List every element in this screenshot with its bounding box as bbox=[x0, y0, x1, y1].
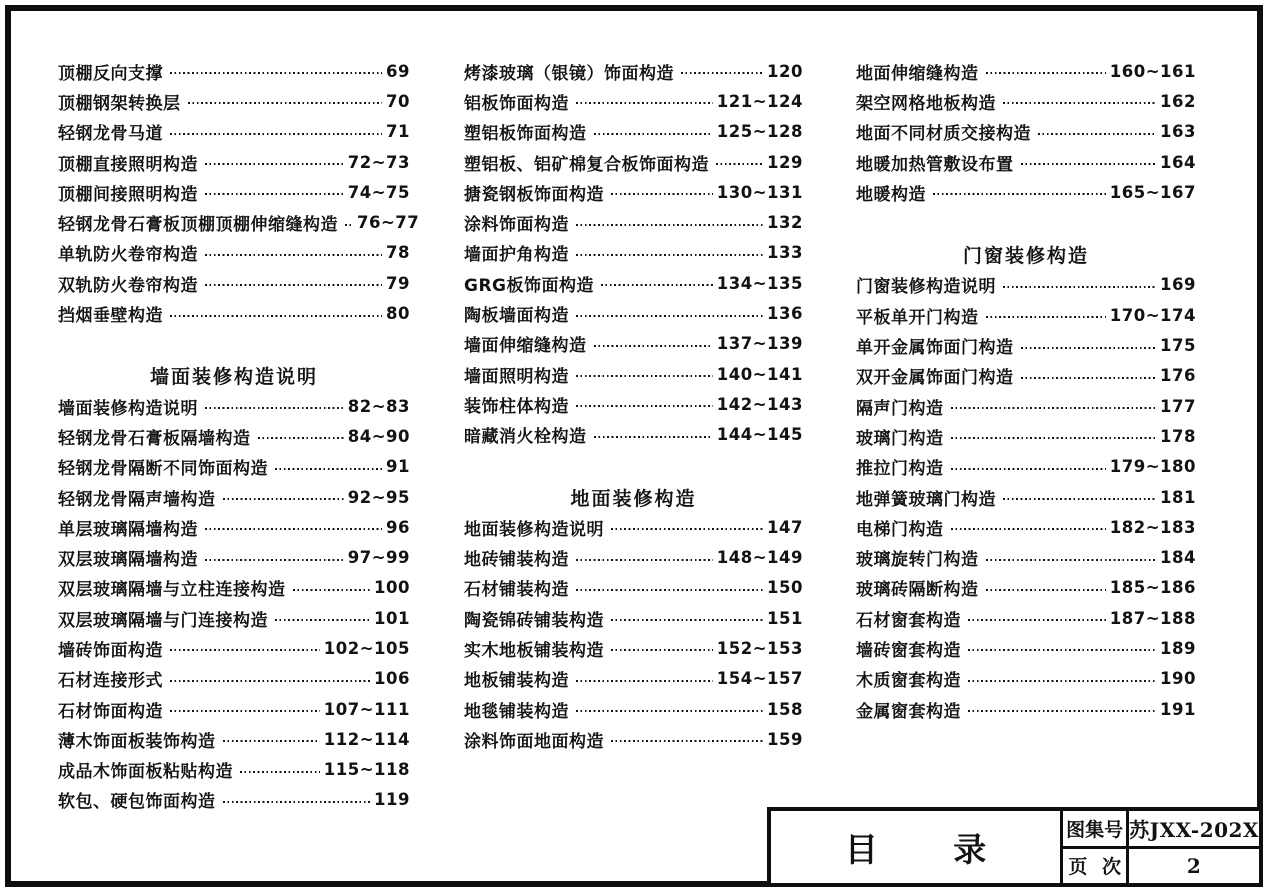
toc-entry-pages: 134~135 bbox=[716, 273, 803, 293]
toc-entry-pages: 96 bbox=[386, 517, 410, 537]
dotted-leader bbox=[205, 163, 344, 165]
toc-entry-pages: 107~111 bbox=[323, 699, 410, 719]
toc-entry-pages: 79 bbox=[386, 273, 410, 293]
dotted-leader bbox=[240, 771, 320, 773]
toc-entry-title: 墙面照明构造 bbox=[464, 366, 569, 387]
dotted-leader bbox=[205, 193, 344, 195]
toc-entry bbox=[856, 452, 1196, 482]
atlas-number-label: 图集号 bbox=[1063, 811, 1129, 846]
toc-entry-pages: 182~183 bbox=[1109, 517, 1196, 537]
toc-entry-title: 实木地板铺装构造 bbox=[464, 640, 604, 661]
toc-entry bbox=[464, 207, 803, 237]
toc-column bbox=[464, 56, 803, 755]
toc-entry bbox=[856, 421, 1196, 451]
toc-entry-pages: 100 bbox=[374, 578, 410, 598]
toc-entry-title: 地板铺装构造 bbox=[464, 671, 569, 692]
toc-entry-title: 搪瓷钢板饰面构造 bbox=[464, 184, 604, 205]
dotted-leader bbox=[951, 407, 1157, 409]
toc-entry-title: 软包、硬包饰面构造 bbox=[58, 792, 216, 813]
toc-section bbox=[856, 56, 1196, 207]
dotted-leader bbox=[611, 619, 763, 621]
dotted-leader bbox=[576, 405, 713, 407]
dotted-leader bbox=[223, 498, 344, 500]
toc-entry-pages: 154~157 bbox=[716, 669, 803, 689]
toc-entry-pages: 120 bbox=[767, 61, 803, 81]
toc-entry bbox=[464, 633, 803, 663]
toc-entry-pages: 170~174 bbox=[1109, 305, 1196, 325]
toc-entry-title: 地暖加热管敷设布置 bbox=[856, 154, 1014, 175]
toc-entry-title: 电梯门构造 bbox=[856, 519, 944, 540]
dotted-leader bbox=[951, 468, 1106, 470]
toc-entry-title: 石材窗套构造 bbox=[856, 610, 961, 631]
dotted-leader bbox=[258, 437, 344, 439]
toc-section bbox=[464, 482, 803, 755]
sheet-title: 目 录 bbox=[844, 829, 987, 869]
page-number-value: 2 bbox=[1186, 853, 1202, 878]
toc-entry bbox=[58, 391, 410, 421]
dotted-leader bbox=[576, 710, 763, 712]
dotted-leader bbox=[1021, 347, 1157, 349]
dotted-leader bbox=[611, 649, 713, 651]
toc-entry bbox=[464, 86, 803, 116]
toc-entry bbox=[856, 603, 1196, 633]
toc-entry-pages: 144~145 bbox=[716, 425, 803, 445]
toc-entry bbox=[58, 785, 410, 815]
toc-entry-pages: 125~128 bbox=[716, 122, 803, 142]
toc-entry bbox=[856, 300, 1196, 330]
toc-entry bbox=[58, 452, 410, 482]
toc-entry-title: 双层玻璃隔墙构造 bbox=[58, 550, 198, 571]
toc-entry-pages: 169 bbox=[1160, 275, 1196, 295]
toc-entry bbox=[464, 56, 803, 86]
toc-entry bbox=[58, 542, 410, 572]
toc-entry-title: 石材铺装构造 bbox=[464, 580, 569, 601]
toc-entry-title: 单开金属饰面门构造 bbox=[856, 338, 1014, 359]
toc-entry bbox=[58, 117, 410, 147]
toc-entry-title: 石材连接形式 bbox=[58, 671, 163, 692]
toc-entry-title: 烤漆玻璃（银镜）饰面构造 bbox=[464, 63, 674, 84]
toc-entry bbox=[58, 207, 420, 237]
toc-entry bbox=[58, 724, 410, 754]
dotted-leader bbox=[594, 436, 713, 438]
toc-entry-title: 成品木饰面板粘贴构造 bbox=[58, 762, 233, 783]
toc-column bbox=[58, 56, 420, 815]
toc-entry bbox=[58, 603, 410, 633]
toc-entry bbox=[464, 298, 803, 328]
toc-entry bbox=[58, 664, 410, 694]
toc-entry bbox=[464, 238, 803, 268]
toc-entry-pages: 151 bbox=[767, 608, 803, 628]
atlas-number-value: 苏JXX-202X bbox=[1129, 817, 1259, 842]
toc-entry bbox=[856, 482, 1196, 512]
toc-entry-pages: 102~105 bbox=[323, 638, 410, 658]
toc-section bbox=[464, 56, 803, 450]
toc-entry bbox=[856, 633, 1196, 663]
toc-entry-title: 挡烟垂壁构造 bbox=[58, 306, 163, 327]
section-heading: 地面装修构造 bbox=[570, 487, 697, 510]
dotted-leader bbox=[681, 72, 763, 74]
toc-entry-title: 涂料饰面地面构造 bbox=[464, 731, 604, 752]
dotted-leader bbox=[576, 559, 713, 561]
dotted-leader bbox=[576, 315, 763, 317]
toc-entry-title: 地毯铺装构造 bbox=[464, 701, 569, 722]
toc-entry bbox=[464, 147, 803, 177]
toc-entry-pages: 133 bbox=[767, 243, 803, 263]
dotted-leader bbox=[576, 589, 763, 591]
dotted-leader bbox=[205, 559, 344, 561]
dotted-leader bbox=[576, 375, 713, 377]
toc-entry-title: 轻钢龙骨马道 bbox=[58, 124, 163, 145]
toc-entry-pages: 80 bbox=[386, 304, 410, 324]
toc-entry-pages: 70 bbox=[386, 91, 410, 111]
toc-entry-pages: 147 bbox=[767, 517, 803, 537]
toc-entry-pages: 185~186 bbox=[1109, 578, 1196, 598]
toc-entry-title: 平板单开门构造 bbox=[856, 307, 979, 328]
toc-entry-pages: 76~77 bbox=[357, 213, 420, 233]
dotted-leader bbox=[188, 102, 383, 104]
dotted-leader bbox=[205, 407, 344, 409]
toc-entry bbox=[464, 389, 803, 419]
toc-entry-title: 单层玻璃隔墙构造 bbox=[58, 519, 198, 540]
toc-entry-pages: 148~149 bbox=[716, 548, 803, 568]
toc-entry-title: 陶板墙面构造 bbox=[464, 306, 569, 327]
toc-entry-pages: 74~75 bbox=[347, 182, 410, 202]
toc-entry bbox=[464, 420, 803, 450]
toc-entry-title: 玻璃旋转门构造 bbox=[856, 550, 979, 571]
toc-entry-pages: 177 bbox=[1160, 396, 1196, 416]
toc-entry-title: 墙面护角构造 bbox=[464, 245, 569, 266]
toc-entry-title: 塑铝板饰面构造 bbox=[464, 124, 587, 145]
toc-entry bbox=[58, 694, 410, 724]
dotted-leader bbox=[223, 740, 320, 742]
dotted-leader bbox=[576, 224, 763, 226]
toc-entry-title: 薄木饰面板装饰构造 bbox=[58, 731, 216, 752]
toc-entry-title: 顶棚直接照明构造 bbox=[58, 154, 198, 175]
toc-entry-pages: 137~139 bbox=[716, 334, 803, 354]
toc-entry bbox=[856, 147, 1196, 177]
toc-entry-title: 墙面伸缩缝构造 bbox=[464, 336, 587, 357]
dotted-leader bbox=[1021, 377, 1157, 379]
toc-entry bbox=[856, 56, 1196, 86]
dotted-leader bbox=[205, 528, 382, 530]
dotted-leader bbox=[986, 559, 1157, 561]
toc-entry bbox=[464, 724, 803, 754]
toc-entry-pages: 112~114 bbox=[323, 729, 410, 749]
toc-entry bbox=[464, 117, 803, 147]
dotted-leader bbox=[968, 680, 1156, 682]
toc-entry-pages: 191 bbox=[1160, 699, 1196, 719]
dotted-leader bbox=[170, 680, 370, 682]
toc-entry bbox=[856, 86, 1196, 116]
toc-entry-title: 地面装修构造说明 bbox=[464, 519, 604, 540]
dotted-leader bbox=[611, 528, 763, 530]
toc-entry-title: 装饰柱体构造 bbox=[464, 396, 569, 417]
toc-entry bbox=[58, 268, 410, 298]
section-heading: 墙面装修构造说明 bbox=[149, 366, 318, 389]
toc-entry bbox=[58, 238, 410, 268]
dotted-leader bbox=[576, 254, 763, 256]
dotted-leader bbox=[611, 740, 763, 742]
toc-entry-pages: 160~161 bbox=[1109, 61, 1196, 81]
toc-entry-title: 轻钢龙骨石膏板顶棚顶棚伸缩缝构造 bbox=[58, 215, 338, 236]
toc-entry bbox=[464, 573, 803, 603]
dotted-leader bbox=[1003, 498, 1156, 500]
toc-section bbox=[58, 56, 420, 329]
dotted-leader bbox=[968, 649, 1156, 651]
toc-entry-pages: 130~131 bbox=[716, 182, 803, 202]
toc-entry bbox=[58, 56, 410, 86]
toc-entry-title: 架空网格地板构造 bbox=[856, 93, 996, 114]
toc-entry-title: 地暖构造 bbox=[856, 184, 926, 205]
toc-entry bbox=[464, 177, 803, 207]
toc-entry-pages: 165~167 bbox=[1109, 182, 1196, 202]
toc-entry-title: 金属窗套构造 bbox=[856, 701, 961, 722]
dotted-leader bbox=[1003, 102, 1156, 104]
dotted-leader bbox=[594, 133, 713, 135]
dotted-leader bbox=[601, 284, 713, 286]
toc-entry-title: 地面伸缩缝构造 bbox=[856, 63, 979, 84]
toc-entry bbox=[58, 512, 410, 542]
dotted-leader bbox=[1038, 133, 1156, 135]
dotted-leader bbox=[594, 345, 713, 347]
toc-entry bbox=[58, 633, 410, 663]
dotted-leader bbox=[611, 193, 713, 195]
dotted-leader bbox=[345, 224, 353, 226]
dotted-leader bbox=[1003, 286, 1156, 288]
toc-entry-title: 顶棚钢架转换层 bbox=[58, 93, 181, 114]
dotted-leader bbox=[986, 72, 1106, 74]
toc-entry bbox=[856, 177, 1196, 207]
title-block-fields bbox=[1060, 811, 1259, 883]
toc-entry-pages: 91 bbox=[386, 457, 410, 477]
toc-entry-pages: 119 bbox=[374, 790, 410, 810]
dotted-leader bbox=[223, 801, 371, 803]
toc-entry-pages: 179~180 bbox=[1109, 457, 1196, 477]
toc-entry bbox=[58, 86, 410, 116]
dotted-leader bbox=[986, 316, 1106, 318]
toc-entry bbox=[58, 482, 410, 512]
toc-entry-pages: 159 bbox=[767, 729, 803, 749]
toc-entry bbox=[464, 329, 803, 359]
toc-entry-pages: 178 bbox=[1160, 426, 1196, 446]
toc-entry-pages: 189 bbox=[1160, 638, 1196, 658]
dotted-leader bbox=[986, 589, 1106, 591]
toc-entry bbox=[464, 512, 803, 542]
title-block bbox=[767, 807, 1263, 887]
page-number-row bbox=[1063, 846, 1259, 884]
toc-entry-title: 单轨防火卷帘构造 bbox=[58, 245, 198, 266]
toc-entry bbox=[464, 542, 803, 572]
dotted-leader bbox=[170, 315, 382, 317]
toc-entry-pages: 152~153 bbox=[716, 638, 803, 658]
toc-entry bbox=[58, 755, 410, 785]
atlas-number-row bbox=[1063, 811, 1259, 846]
toc-entry bbox=[464, 694, 803, 724]
toc-entry-title: 双层玻璃隔墙与立柱连接构造 bbox=[58, 580, 286, 601]
toc-entry-title: 涂料饰面构造 bbox=[464, 215, 569, 236]
toc-entry-title: 门窗装修构造说明 bbox=[856, 277, 996, 298]
toc-entry-pages: 176 bbox=[1160, 366, 1196, 386]
toc-entry-pages: 136 bbox=[767, 304, 803, 324]
toc-entry-title: 轻钢龙骨隔断不同饰面构造 bbox=[58, 459, 268, 480]
dotted-leader bbox=[275, 619, 370, 621]
toc-entry-pages: 184 bbox=[1160, 548, 1196, 568]
toc-entry bbox=[464, 603, 803, 633]
section-heading: 门窗装修构造 bbox=[962, 245, 1089, 268]
toc-entry-title: 轻钢龙骨石膏板隔墙构造 bbox=[58, 428, 251, 449]
toc-entry bbox=[856, 542, 1196, 572]
toc-entry bbox=[58, 177, 410, 207]
toc-entry bbox=[856, 573, 1196, 603]
toc-section bbox=[856, 239, 1196, 724]
dotted-leader bbox=[968, 619, 1106, 621]
toc-entry-pages: 82~83 bbox=[347, 396, 410, 416]
toc-entry-pages: 150 bbox=[767, 578, 803, 598]
toc-entry-pages: 84~90 bbox=[347, 426, 410, 446]
toc-entry bbox=[856, 270, 1196, 300]
toc-entry-title: 石材饰面构造 bbox=[58, 701, 163, 722]
toc-entry-pages: 164 bbox=[1160, 152, 1196, 172]
dotted-leader bbox=[968, 710, 1156, 712]
dotted-leader bbox=[951, 528, 1106, 530]
toc-entry-pages: 181 bbox=[1160, 487, 1196, 507]
dotted-leader bbox=[576, 102, 713, 104]
toc-entry-title: 铝板饰面构造 bbox=[464, 93, 569, 114]
toc-entry bbox=[58, 147, 410, 177]
toc-entry bbox=[856, 391, 1196, 421]
toc-entry-pages: 158 bbox=[767, 699, 803, 719]
dotted-leader bbox=[1021, 163, 1157, 165]
page-number-label: 页 次 bbox=[1063, 849, 1129, 884]
toc-entry bbox=[58, 298, 410, 328]
dotted-leader bbox=[205, 254, 382, 256]
toc-entry-pages: 175 bbox=[1160, 336, 1196, 356]
dotted-leader bbox=[170, 649, 320, 651]
toc-entry-title: 双开金属饰面门构造 bbox=[856, 368, 1014, 389]
toc-section bbox=[58, 361, 410, 815]
toc-entry-title: 双轨防火卷帘构造 bbox=[58, 275, 198, 296]
toc-entry-pages: 142~143 bbox=[716, 394, 803, 414]
dotted-leader bbox=[951, 437, 1157, 439]
toc-entry bbox=[856, 694, 1196, 724]
dotted-leader bbox=[170, 72, 382, 74]
toc-entry bbox=[58, 421, 410, 451]
toc-entry-pages: 129 bbox=[767, 152, 803, 172]
toc-entry-title: 地弹簧玻璃门构造 bbox=[856, 489, 996, 510]
dotted-leader bbox=[170, 133, 382, 135]
toc-entry bbox=[856, 512, 1196, 542]
toc-entry-title: 陶瓷锦砖铺装构造 bbox=[464, 610, 604, 631]
toc-entry-pages: 92~95 bbox=[347, 487, 410, 507]
toc-entry-pages: 121~124 bbox=[716, 91, 803, 111]
toc-entry-title: 顶棚间接照明构造 bbox=[58, 184, 198, 205]
toc-entry-pages: 69 bbox=[386, 61, 410, 81]
dotted-leader bbox=[716, 163, 763, 165]
toc-entry-pages: 187~188 bbox=[1109, 608, 1196, 628]
toc-entry-pages: 163 bbox=[1160, 122, 1196, 142]
toc-entry-title: GRG板饰面构造 bbox=[464, 275, 594, 296]
toc-entry-title: 暗藏消火栓构造 bbox=[464, 427, 587, 448]
toc-entry-pages: 106 bbox=[374, 669, 410, 689]
toc-entry bbox=[856, 330, 1196, 360]
toc-entry-pages: 115~118 bbox=[323, 760, 410, 780]
dotted-leader bbox=[275, 468, 382, 470]
toc-entry-title: 地面不同材质交接构造 bbox=[856, 124, 1031, 145]
toc-entry-title: 双层玻璃隔墙与门连接构造 bbox=[58, 610, 268, 631]
toc-entry-title: 墙面装修构造说明 bbox=[58, 398, 198, 419]
dotted-leader bbox=[293, 589, 371, 591]
dotted-leader bbox=[576, 680, 713, 682]
toc-entry-title: 塑铝板、铝矿棉复合板饰面构造 bbox=[464, 154, 709, 175]
toc-entry-title: 地砖铺装构造 bbox=[464, 550, 569, 571]
toc-entry-pages: 190 bbox=[1160, 669, 1196, 689]
toc-entry-pages: 162 bbox=[1160, 91, 1196, 111]
toc-entry-pages: 78 bbox=[386, 243, 410, 263]
toc-entry-pages: 72~73 bbox=[347, 152, 410, 172]
toc-entry-pages: 71 bbox=[386, 122, 410, 142]
toc-entry-title: 轻钢龙骨隔声墙构造 bbox=[58, 489, 216, 510]
toc-entry bbox=[856, 664, 1196, 694]
toc-entry bbox=[58, 573, 410, 603]
toc-entry-title: 顶棚反向支撑 bbox=[58, 63, 163, 84]
toc-entry-pages: 101 bbox=[374, 608, 410, 628]
toc-column bbox=[856, 56, 1196, 724]
toc-entry-title: 墙砖窗套构造 bbox=[856, 640, 961, 661]
toc-entry-title: 推拉门构造 bbox=[856, 459, 944, 480]
toc-entry bbox=[856, 361, 1196, 391]
toc-entry-pages: 97~99 bbox=[347, 548, 410, 568]
toc-entry-pages: 132 bbox=[767, 213, 803, 233]
dotted-leader bbox=[933, 193, 1106, 195]
toc-entry-title: 玻璃门构造 bbox=[856, 428, 944, 449]
toc-entry-title: 隔声门构造 bbox=[856, 398, 944, 419]
toc-entry bbox=[464, 359, 803, 389]
toc-entry bbox=[464, 664, 803, 694]
toc-entry-title: 玻璃砖隔断构造 bbox=[856, 580, 979, 601]
toc-entry-pages: 140~141 bbox=[716, 364, 803, 384]
toc-entry-title: 木质窗套构造 bbox=[856, 671, 961, 692]
dotted-leader bbox=[205, 284, 382, 286]
toc-entry-title: 墙砖饰面构造 bbox=[58, 640, 163, 661]
toc-entry bbox=[856, 117, 1196, 147]
dotted-leader bbox=[170, 710, 320, 712]
toc-entry bbox=[464, 268, 803, 298]
